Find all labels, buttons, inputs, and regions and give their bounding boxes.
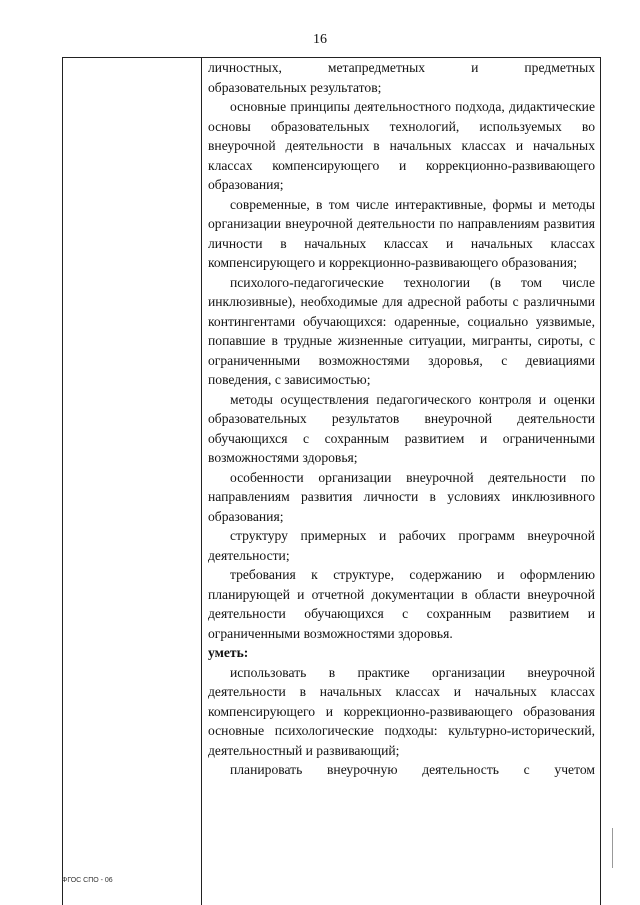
paragraph: структуру примерных и рабочих программ внеурочной деятельности; (208, 528, 595, 563)
paragraph: планировать внеурочную деятельность с учетом (230, 762, 595, 777)
paragraph-line: образовательных результатов; (208, 79, 382, 95)
paragraph: особенности организации внеурочной деятельности по направлениям развития личности в условиях инклюзивного образования; (208, 469, 595, 524)
paragraph: использовать в практике организации внеурочной деятельности в начальных классах и начальных классах компенсирующего и коррекционно-развивающего образования основные психологические подходы: культурно-исторический, деятельностный и развивающий; (208, 664, 595, 758)
paragraph-line: личностных, метапредметных и предметных (208, 60, 595, 75)
document-table (62, 57, 601, 905)
section-heading: уметь: (208, 645, 249, 660)
paragraph: современные, в том числе интерактивные, формы и методы организации внеурочной деятельности по направлениям развития личности в начальных классах и начальных классах компенсирующего и коррекционно-развивающего образования; (208, 196, 595, 270)
page-number: 16 (313, 32, 327, 47)
paragraph: требования к структуре, содержанию и оформлению планирующей и отчетной документации в области внеурочной деятельности обучающихся с сохранным развитием и ограниченными возможностями здоровья. (208, 567, 595, 641)
paragraph: методы осуществления педагогического контроля и оценки образовательных результатов внеурочной деятельности обучающихся с сохранным развитием и ограниченными возможностями здоровья; (208, 391, 595, 465)
footer-label: ФГОС СПО - 06 (62, 877, 113, 884)
paragraph: основные принципы деятельностного подхода, дидактические основы образовательных технологий, используемых во внеурочной деятельности в начальных классах и начальных классах компенсирующего и коррекционно-развивающего образования; (208, 99, 595, 192)
table-cell-content (208, 58, 595, 780)
column-divider (201, 58, 202, 905)
paragraph: психолого-педагогические технологии (в том числе инклюзивные), необходимые для адресной работы с различными контингентами обучающихся: одаренные, социально уязвимые, попавшие в трудные жизненные ситуации, мигранты, сироты, с ограниченными возможностями здоровья, с девиациями поведения, с зависимостью; (208, 274, 595, 387)
margin-mark (612, 828, 613, 868)
